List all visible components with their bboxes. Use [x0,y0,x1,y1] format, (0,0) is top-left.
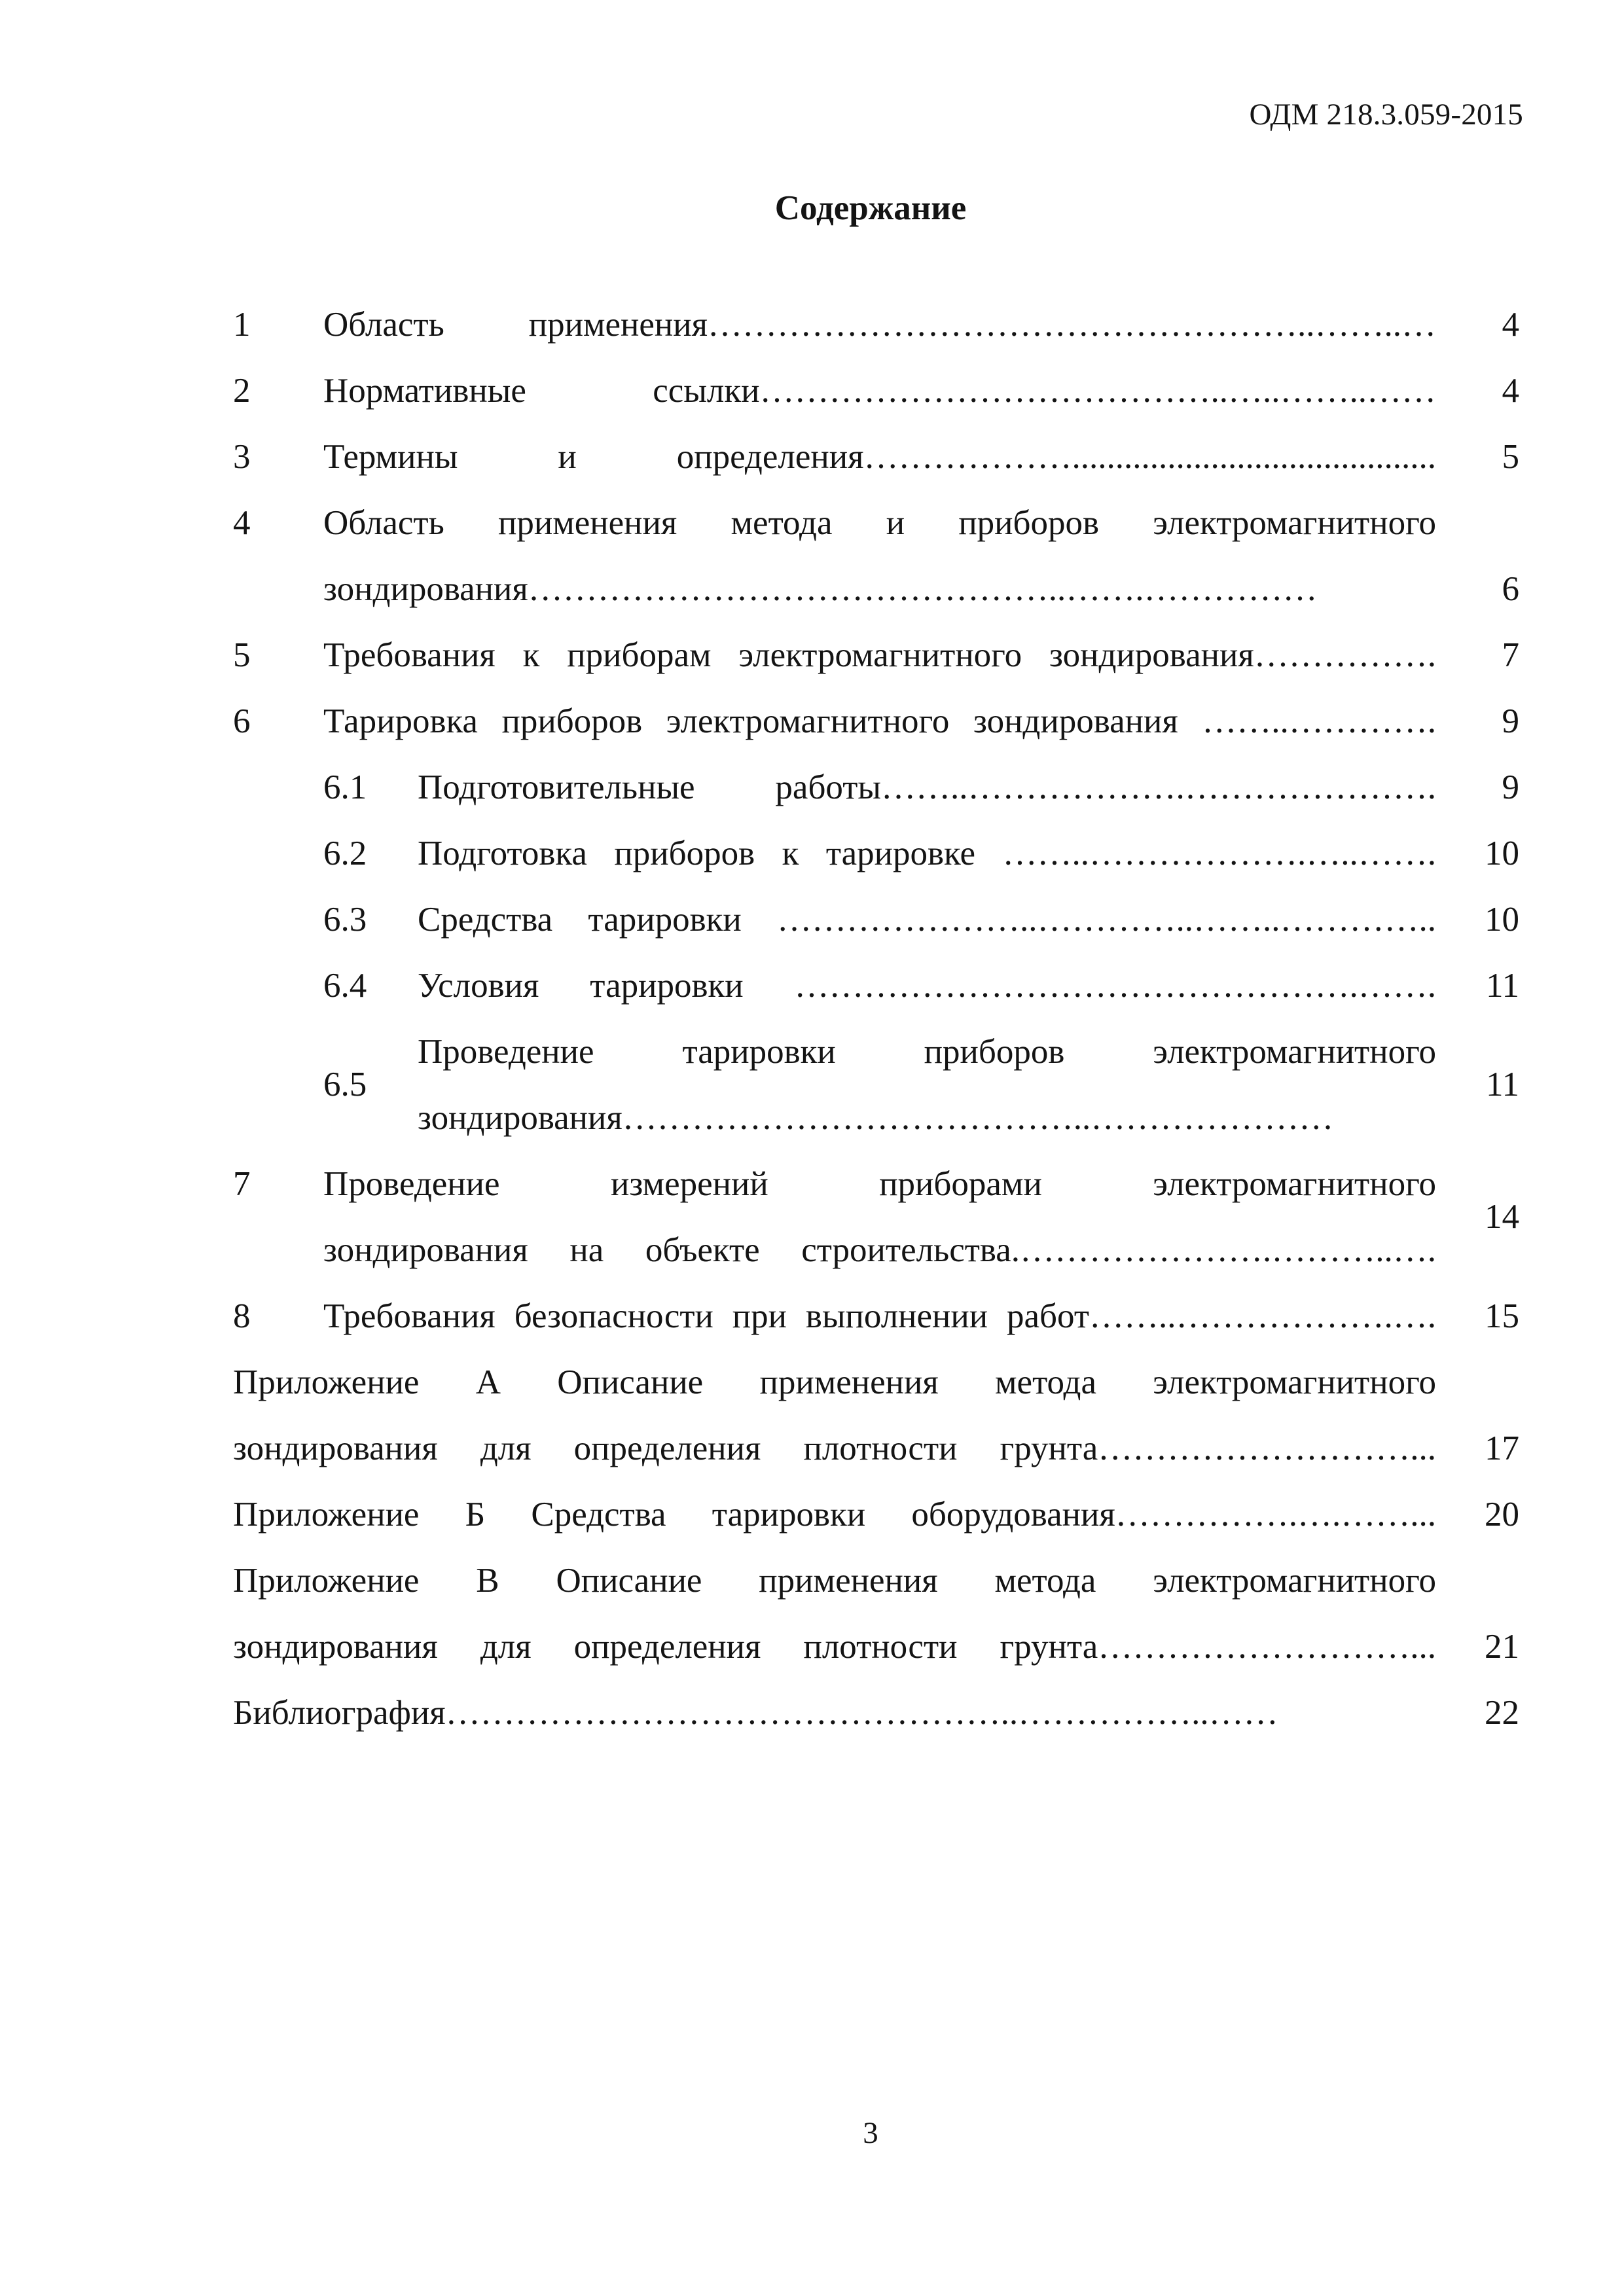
toc-page-number: 4 [1502,372,1519,410]
toc-number: 6 [233,702,251,740]
toc-title-line: Библиография…………………………………………..……………..…… [233,1694,1278,1732]
toc-title-line: Требования безопасности при выполнении работ……..……………….…. [323,1297,1436,1335]
toc-number: 4 [233,504,251,542]
toc-page-number: 5 [1502,438,1519,476]
toc-page-number: 10 [1485,901,1519,939]
toc-title-line: Средства тарировки …………………..…………..……..………….. [418,901,1436,939]
toc-title-line: Приложение В Описание применения метода электромагнитного [233,1562,1436,1600]
toc-page-number: 10 [1485,834,1519,872]
toc-page-number: 11 [1485,1066,1519,1103]
toc-number: 6.3 [323,901,367,939]
toc-page-number: 7 [1502,636,1519,674]
toc-title-line: Область применения……………………………………………..……..… [323,306,1436,344]
toc-title-line: зондирования для определения плотности грунта………………………... [233,1628,1436,1666]
toc-number: 6.2 [323,834,367,872]
toc-page-number: 14 [1485,1198,1519,1236]
toc-number: 7 [233,1165,251,1203]
toc-number: 5 [233,636,251,674]
toc-number: 3 [233,438,251,476]
page-number: 3 [863,2116,878,2150]
toc-number: 2 [233,372,251,410]
toc-page-number: 6 [1502,570,1519,608]
toc-title-line: Проведение тарировки приборов электромагнитного [418,1033,1436,1071]
toc-title-line: Тарировка приборов электромагнитного зондирования ……..…………. [323,702,1436,740]
toc-page-number: 11 [1485,967,1519,1005]
toc-page-number: 22 [1485,1694,1519,1732]
toc-page-number: 15 [1485,1297,1519,1335]
toc-number: 6.5 [323,1066,367,1103]
toc-title-line: зондирования………………………………………..…….…………… [323,570,1318,608]
page-title: Содержание [774,189,967,227]
toc-title-line: Приложение Б Средства тарировки оборудования…………….….……... [233,1496,1436,1534]
toc-title-line: зондирования…………………………………..………………… [418,1099,1334,1137]
toc-title-line: Подготовительные работы……..……………….…………………. [418,768,1436,806]
toc-page-number: 20 [1485,1496,1519,1534]
toc-number: 8 [233,1297,251,1335]
toc-title-line: Термины и определения……………….......................................... [323,438,1436,476]
toc-title-line: Проведение измерений приборами электромагнитного [323,1165,1436,1203]
toc-page-number: 21 [1485,1628,1519,1666]
toc-page-number: 4 [1502,306,1519,344]
toc-page-number: 9 [1502,702,1519,740]
toc-page-number: 9 [1502,768,1519,806]
toc-title-line: Условия тарировки ………………………………………….……. [418,967,1436,1005]
toc-title-line: зондирования на объекте строительства.………………….………..…. [323,1231,1436,1269]
toc-title-line: Нормативные ссылки…………………………………..…..……..…… [323,372,1436,410]
toc-number: 1 [233,306,251,344]
toc-title-line: Область применения метода и приборов электромагнитного [323,504,1436,542]
toc-title-line: зондирования для определения плотности грунта………………………... [233,1429,1436,1467]
toc-title-line: Требования к приборам электромагнитного зондирования……………. [323,636,1436,674]
toc-title-line: Приложение А Описание применения метода электромагнитного [233,1363,1436,1401]
document-code: ОДМ 218.3.059-2015 [1249,98,1523,132]
toc-page-number: 17 [1485,1429,1519,1467]
toc-title-line: Подготовка приборов к тарировке ……..……………….…..……. [418,834,1436,872]
toc-number: 6.4 [323,967,367,1005]
toc-number: 6.1 [323,768,367,806]
